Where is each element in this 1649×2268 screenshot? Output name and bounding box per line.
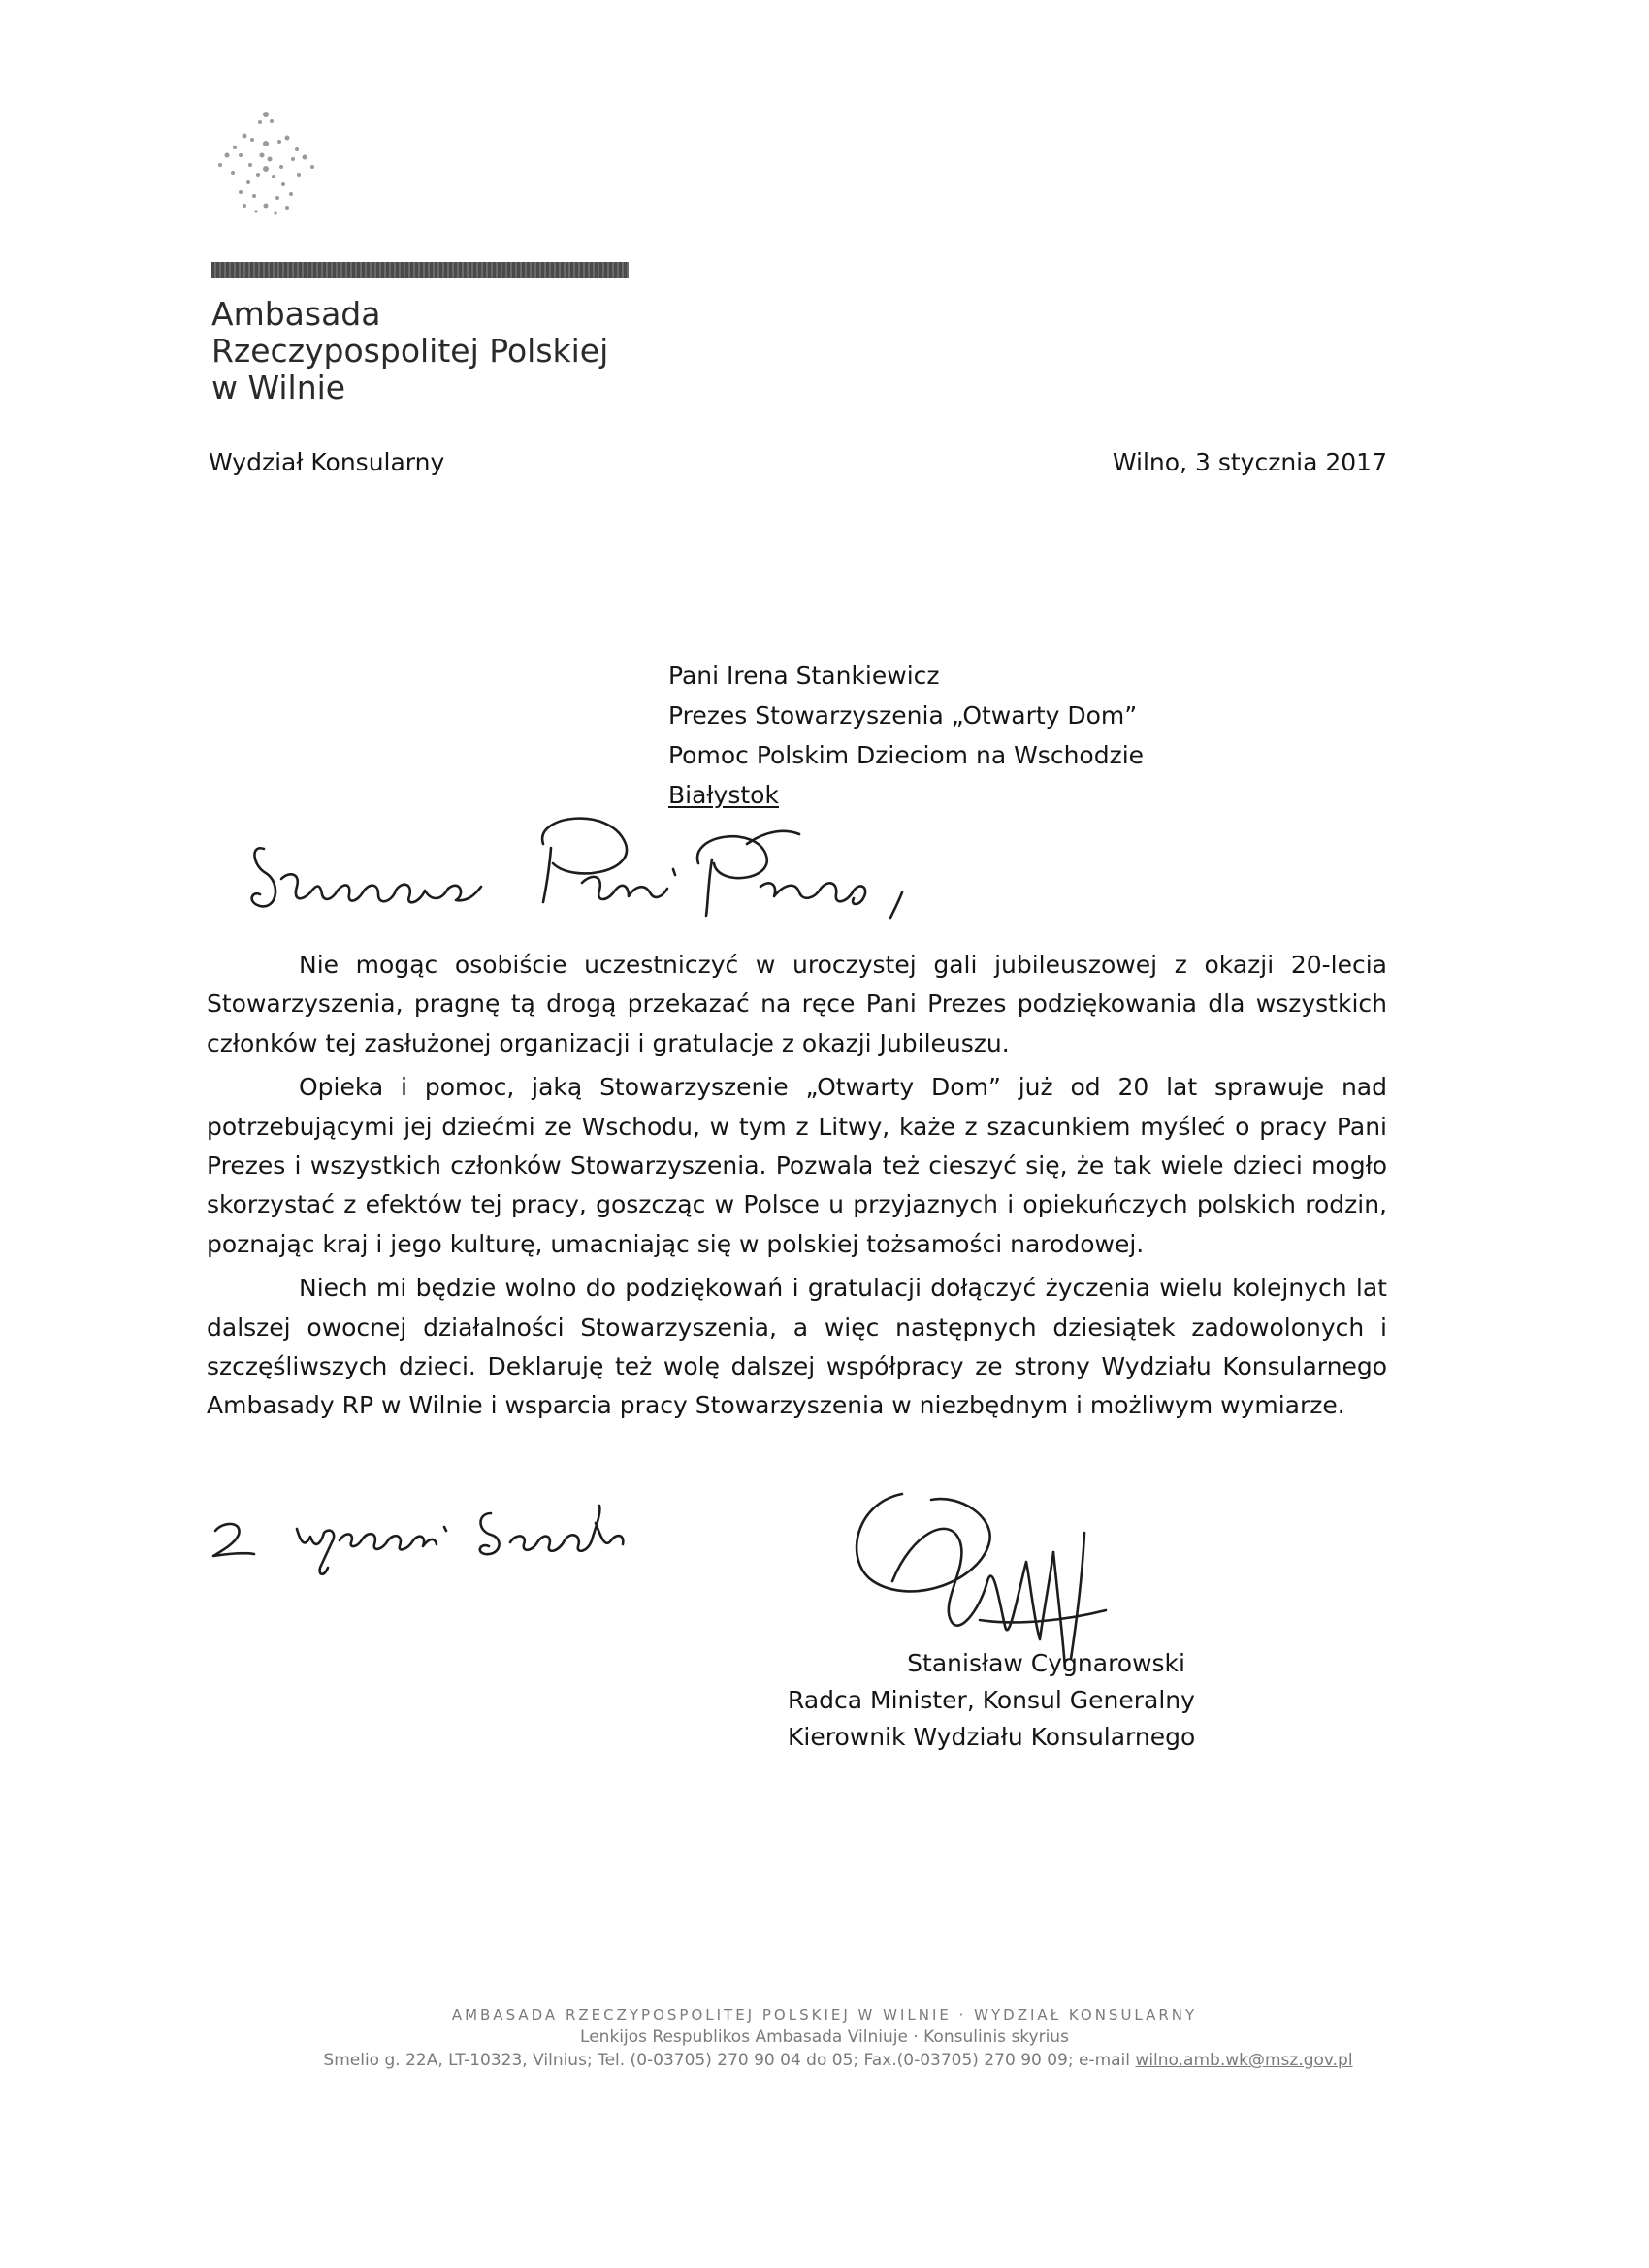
footer-address: Smelio g. 22A, LT-10323, Vilnius; Tel. (0-03705) 270 90 04 do 05; Fax.(0-03705) 270 90 09; e-mail (323, 2051, 1131, 2070)
letter-body (207, 946, 1387, 1431)
letter-paragraph: Niech mi będzie wolno do podziękowań i gratulacji dołączyć życzenia wielu kolejnych lat dalszej owocnej działalności Stowarzyszenia, a więc następnych dziesiątek zadowolonych i szczęśliwszych dzieci. Deklaruję też wolę dalszej współpracy ze strony Wydziału Konsularnego Ambasady RP w Wilnie i wsparcia pracy Stowarzyszenia w niezbędnym i możliwym wymiarze. (207, 1274, 1387, 1420)
letter-date: Wilno, 3 stycznia 2017 (1112, 448, 1387, 476)
footer-embassy-name: AMBASADA RZECZYPOSPOLITEJ POLSKIEJ W WILNIE · WYDZIAŁ KONSULARNY (451, 2006, 1198, 2024)
footer-email-link[interactable]: wilno.amb.wk@msz.gov.pl (1135, 2051, 1353, 2070)
embassy-name-line: w Wilnie (211, 369, 346, 406)
letterhead-footer (0, 2006, 1649, 2070)
recipient-line: Pomoc Polskim Dzieciom na Wschodzie (668, 741, 1145, 769)
department-name: Wydział Konsularny (209, 448, 445, 476)
embassy-name-line: Rzeczypospolitej Polskiej (211, 332, 609, 370)
recipient-line: Prezes Stowarzyszenia „Otwarty Dom” (668, 701, 1138, 729)
signatory-title: Radca Minister, Konsul Generalny (788, 1686, 1195, 1714)
footer-contact (0, 2051, 1649, 2070)
recipient-address (668, 656, 1144, 815)
eagle-emblem-icon (206, 105, 332, 221)
letter-paragraph: Nie mogąc osobiście uczestniczyć w uroczystej gali jubileuszowej z okazji 20-lecia Stowarzyszenia, pragnę tą drogą przekazać na ręce Pani Prezes podziękowania dla wszystkich członków tej zasłużonej organizacji i gratulacje z okazji Jubileuszu. (207, 951, 1387, 1057)
embassy-name-line: Ambasada (211, 295, 381, 333)
recipient-line: Pani Irena Stankiewicz (668, 662, 940, 690)
footer-embassy-name-lt: Lenkijos Respublikos Ambasada Vilniuje · Konsulinis skyrius (580, 2027, 1069, 2047)
handwritten-closing (204, 1484, 834, 1591)
recipient-city: Białystok (668, 781, 779, 809)
embassy-name (211, 296, 608, 406)
header-divider (211, 262, 629, 278)
letter-paragraph: Opieka i pomoc, jaką Stowarzyszenie „Otwarty Dom” już od 20 lat sprawuje nad potrzebującymi jej dziećmi ze Wschodu, w tym z Litwy, każe z szacunkiem myśleć o pracy Pani Prezes i wszystkich członków Stowarzyszenia. Pozwala też cieszyć się, że tak wiele dzieci mogło skorzystać z efektów tej pracy, goszcząc w Polsce u przyjaznych i opiekuńczych polskich rodzin, poznając kraj i jego kulturę, umacniając się w polskiej tożsamości narodowej. (207, 1073, 1387, 1258)
signatory-block (788, 1645, 1196, 1756)
signatory-name: Stanisław Cygnarowski (907, 1649, 1185, 1677)
signatory-position: Kierownik Wydziału Konsularnego (788, 1723, 1196, 1751)
